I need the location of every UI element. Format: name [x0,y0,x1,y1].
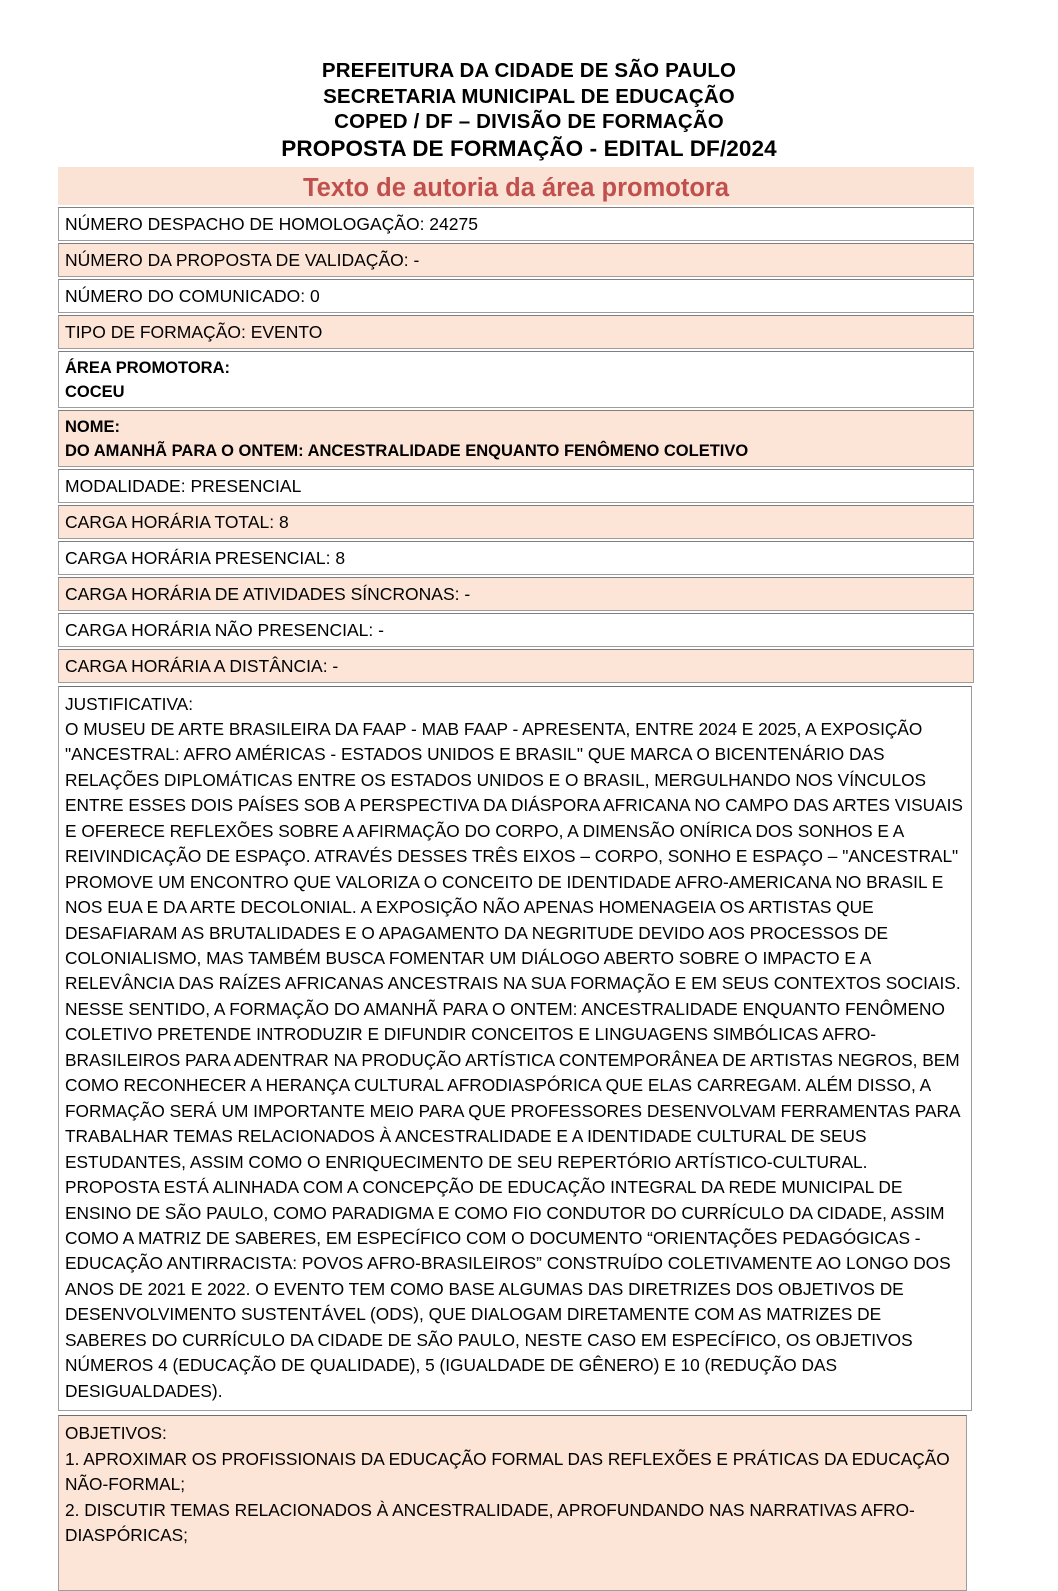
row-carga-horaria-sincronas [58,577,974,611]
header-line-proposta: PROPOSTA DE FORMAÇÃO - EDITAL DF/2024 [0,135,1058,163]
header-line-secretaria: SECRETARIA MUNICIPAL DE EDUCAÇÃO [0,84,1058,110]
row-carga-horaria-total-label: CARGA HORÁRIA TOTAL: 8 [65,512,289,532]
row-carga-horaria-presencial-label: CARGA HORÁRIA PRESENCIAL: 8 [65,548,345,568]
row-carga-horaria-distancia [58,649,974,683]
header-line-coped: COPED / DF – DIVISÃO DE FORMAÇÃO [0,109,1058,135]
proposal-table [58,167,974,1591]
nome-value: DO AMANHÃ PARA O ONTEM: ANCESTRALIDADE ENQUANTO FENÔMENO COLETIVO [65,439,968,463]
row-numero-despacho [58,207,974,241]
row-carga-horaria-nao-presencial [58,613,974,647]
justificativa-paragraph-1: O MUSEU DE ARTE BRASILEIRA DA FAAP - MAB FAAP - APRESENTA, ENTRE 2024 E 2025, A EXPOSIÇÃO "ANCESTRAL: AFRO AMÉRICAS - ESTADOS UNIDOS E BRASIL" QUE MARCA O BICENTENÁRIO DAS RELAÇÕES DIPLOMÁTICAS ENTRE OS ESTADOS UNIDOS E O BRASIL, MERGULHANDO NOS VÍNCULOS ENTRE ESSES DOIS PAÍSES SOB A PERSPECTIVA DA DIÁSPORA AFRICANA NO CAMPO DAS ARTES VISUAIS E OFERECE REFLEXÕES SOBRE A AFIRMAÇÃO DO CORPO, A DIMENSÃO ONÍRICA DOS SONHOS E A REIVINDICAÇÃO DE ESPAÇO. ATRAVÉS DESSES TRÊS EIXOS – CORPO, SONHO E ESPAÇO – "ANCESTRAL" PROMOVE UM ENCONTRO QUE VALORIZA O CONCEITO DE IDENTIDADE AFRO-AMERICANA NO BRASIL E NOS EUA E DA ARTE DECOLONIAL. A EXPOSIÇÃO NÃO APENAS HOMENAGEIA OS ARTISTAS QUE DESAFIARAM AS BRUTALIDADES E O APAGAMENTO DA NEGRITUDE DEVIDO AOS PROCESSOS DE COLONIALISMO, MAS TAMBÉM BUSCA FOMENTAR UM DIÁLOGO ABERTO SOBRE O IMPACTO E A RELEVÂNCIA DAS RAÍZES AFRICANAS ANCESTRAIS NA SUA FORMAÇÃO E EM SEUS CONTEXTOS SOCIAIS. [65,717,963,997]
row-modalidade-label: MODALIDADE: PRESENCIAL [65,476,301,496]
row-tipo-formacao-label: TIPO DE FORMAÇÃO: EVENTO [65,322,322,342]
row-carga-horaria-total [58,505,974,539]
objetivos-item-2: 2. DISCUTIR TEMAS RELACIONADOS À ANCESTRALIDADE, APROFUNDANDO NAS NARRATIVAS AFRO-DIASPÓRICAS; [65,1498,958,1549]
row-numero-despacho-label: NÚMERO DESPACHO DE HOMOLOGAÇÃO: 24275 [65,214,478,234]
block-justificativa [58,686,972,1412]
row-area-promotora [58,351,974,408]
objetivos-label: OBJETIVOS: [65,1421,958,1446]
row-tipo-formacao [58,315,974,349]
nome-label: NOME: [65,415,968,439]
row-carga-horaria-nao-presencial-label: CARGA HORÁRIA NÃO PRESENCIAL: - [65,620,384,640]
row-carga-horaria-sincronas-label: CARGA HORÁRIA DE ATIVIDADES SÍNCRONAS: - [65,584,470,604]
area-promotora-label: ÁREA PROMOTORA: [65,356,968,380]
row-numero-comunicado-label: NÚMERO DO COMUNICADO: 0 [65,286,320,306]
header-line-prefeitura: PREFEITURA DA CIDADE DE SÃO PAULO [0,58,1058,84]
row-modalidade [58,469,974,503]
row-carga-horaria-distancia-label: CARGA HORÁRIA A DISTÂNCIA: - [65,656,338,676]
row-carga-horaria-presencial [58,541,974,575]
justificativa-paragraph-3: PROPOSTA ESTÁ ALINHADA COM A CONCEPÇÃO DE EDUCAÇÃO INTEGRAL DA REDE MUNICIPAL DE ENSINO DE SÃO PAULO, COMO PARADIGMA E COMO FIO CONDUTOR DO CURRÍCULO DA CIDADE, ASSIM COMO A MATRIZ DE SABERES, EM ESPECÍFICO COM O DOCUMENTO “ORIENTAÇÕES PEDAGÓGICAS - EDUCAÇÃO ANTIRRACISTA: POVOS AFRO-BRASILEIROS” CONSTRUÍDO COLETIVAMENTE AO LONGO DOS ANOS DE 2021 E 2022. O EVENTO TEM COMO BASE ALGUMAS DAS DIRETRIZES DOS OBJETIVOS DE DESENVOLVIMENTO SUSTENTÁVEL (ODS), QUE DIALOGAM DIRETAMENTE COM AS MATRIZES DE SABERES DO CURRÍCULO DA CIDADE DE SÃO PAULO, NESTE CASO EM ESPECÍFICO, OS OBJETIVOS NÚMEROS 4 (EDUCAÇÃO DE QUALIDADE), 5 (IGUALDADE DE GÊNERO) E 10 (REDUÇÃO DAS DESIGUALDADES). [65,1175,963,1404]
section-banner-autoria: Texto de autoria da área promotora [58,167,974,205]
block-objetivos [58,1415,967,1591]
justificativa-paragraph-2: NESSE SENTIDO, A FORMAÇÃO DO AMANHÃ PARA O ONTEM: ANCESTRALIDADE ENQUANTO FENÔMENO COLETIVO PRETENDE INTRODUZIR E DIFUNDIR CONCEITOS E LINGUAGENS SIMBÓLICAS AFRO-BRASILEIROS PARA ADENTRAR NA PRODUÇÃO ARTÍSTICA CONTEMPORÂNEA DE ARTISTAS NEGROS, BEM COMO RECONHECER A HERANÇA CULTURAL AFRODIASPÓRICA QUE ELAS CARREGAM. ALÉM DISSO, A FORMAÇÃO SERÁ UM IMPORTANTE MEIO PARA QUE PROFESSORES DESENVOLVAM FERRAMENTAS PARA TRABALHAR TEMAS RELACIONADOS À ANCESTRALIDADE E A IDENTIDADE CULTURAL DE SEUS ESTUDANTES, ASSIM COMO O ENRIQUECIMENTO DE SEU REPERTÓRIO ARTÍSTICO-CULTURAL. [65,997,963,1175]
area-promotora-value: COCEU [65,380,968,404]
row-numero-proposta-validacao-label: NÚMERO DA PROPOSTA DE VALIDAÇÃO: - [65,250,419,270]
row-numero-proposta-validacao [58,243,974,277]
row-nome [58,410,974,467]
document-header [0,0,1058,163]
row-numero-comunicado [58,279,974,313]
justificativa-label: JUSTIFICATIVA: [65,692,963,717]
objetivos-item-1: 1. APROXIMAR OS PROFISSIONAIS DA EDUCAÇÃO FORMAL DAS REFLEXÕES E PRÁTICAS DA EDUCAÇÃO NÃO-FORMAL; [65,1447,958,1498]
